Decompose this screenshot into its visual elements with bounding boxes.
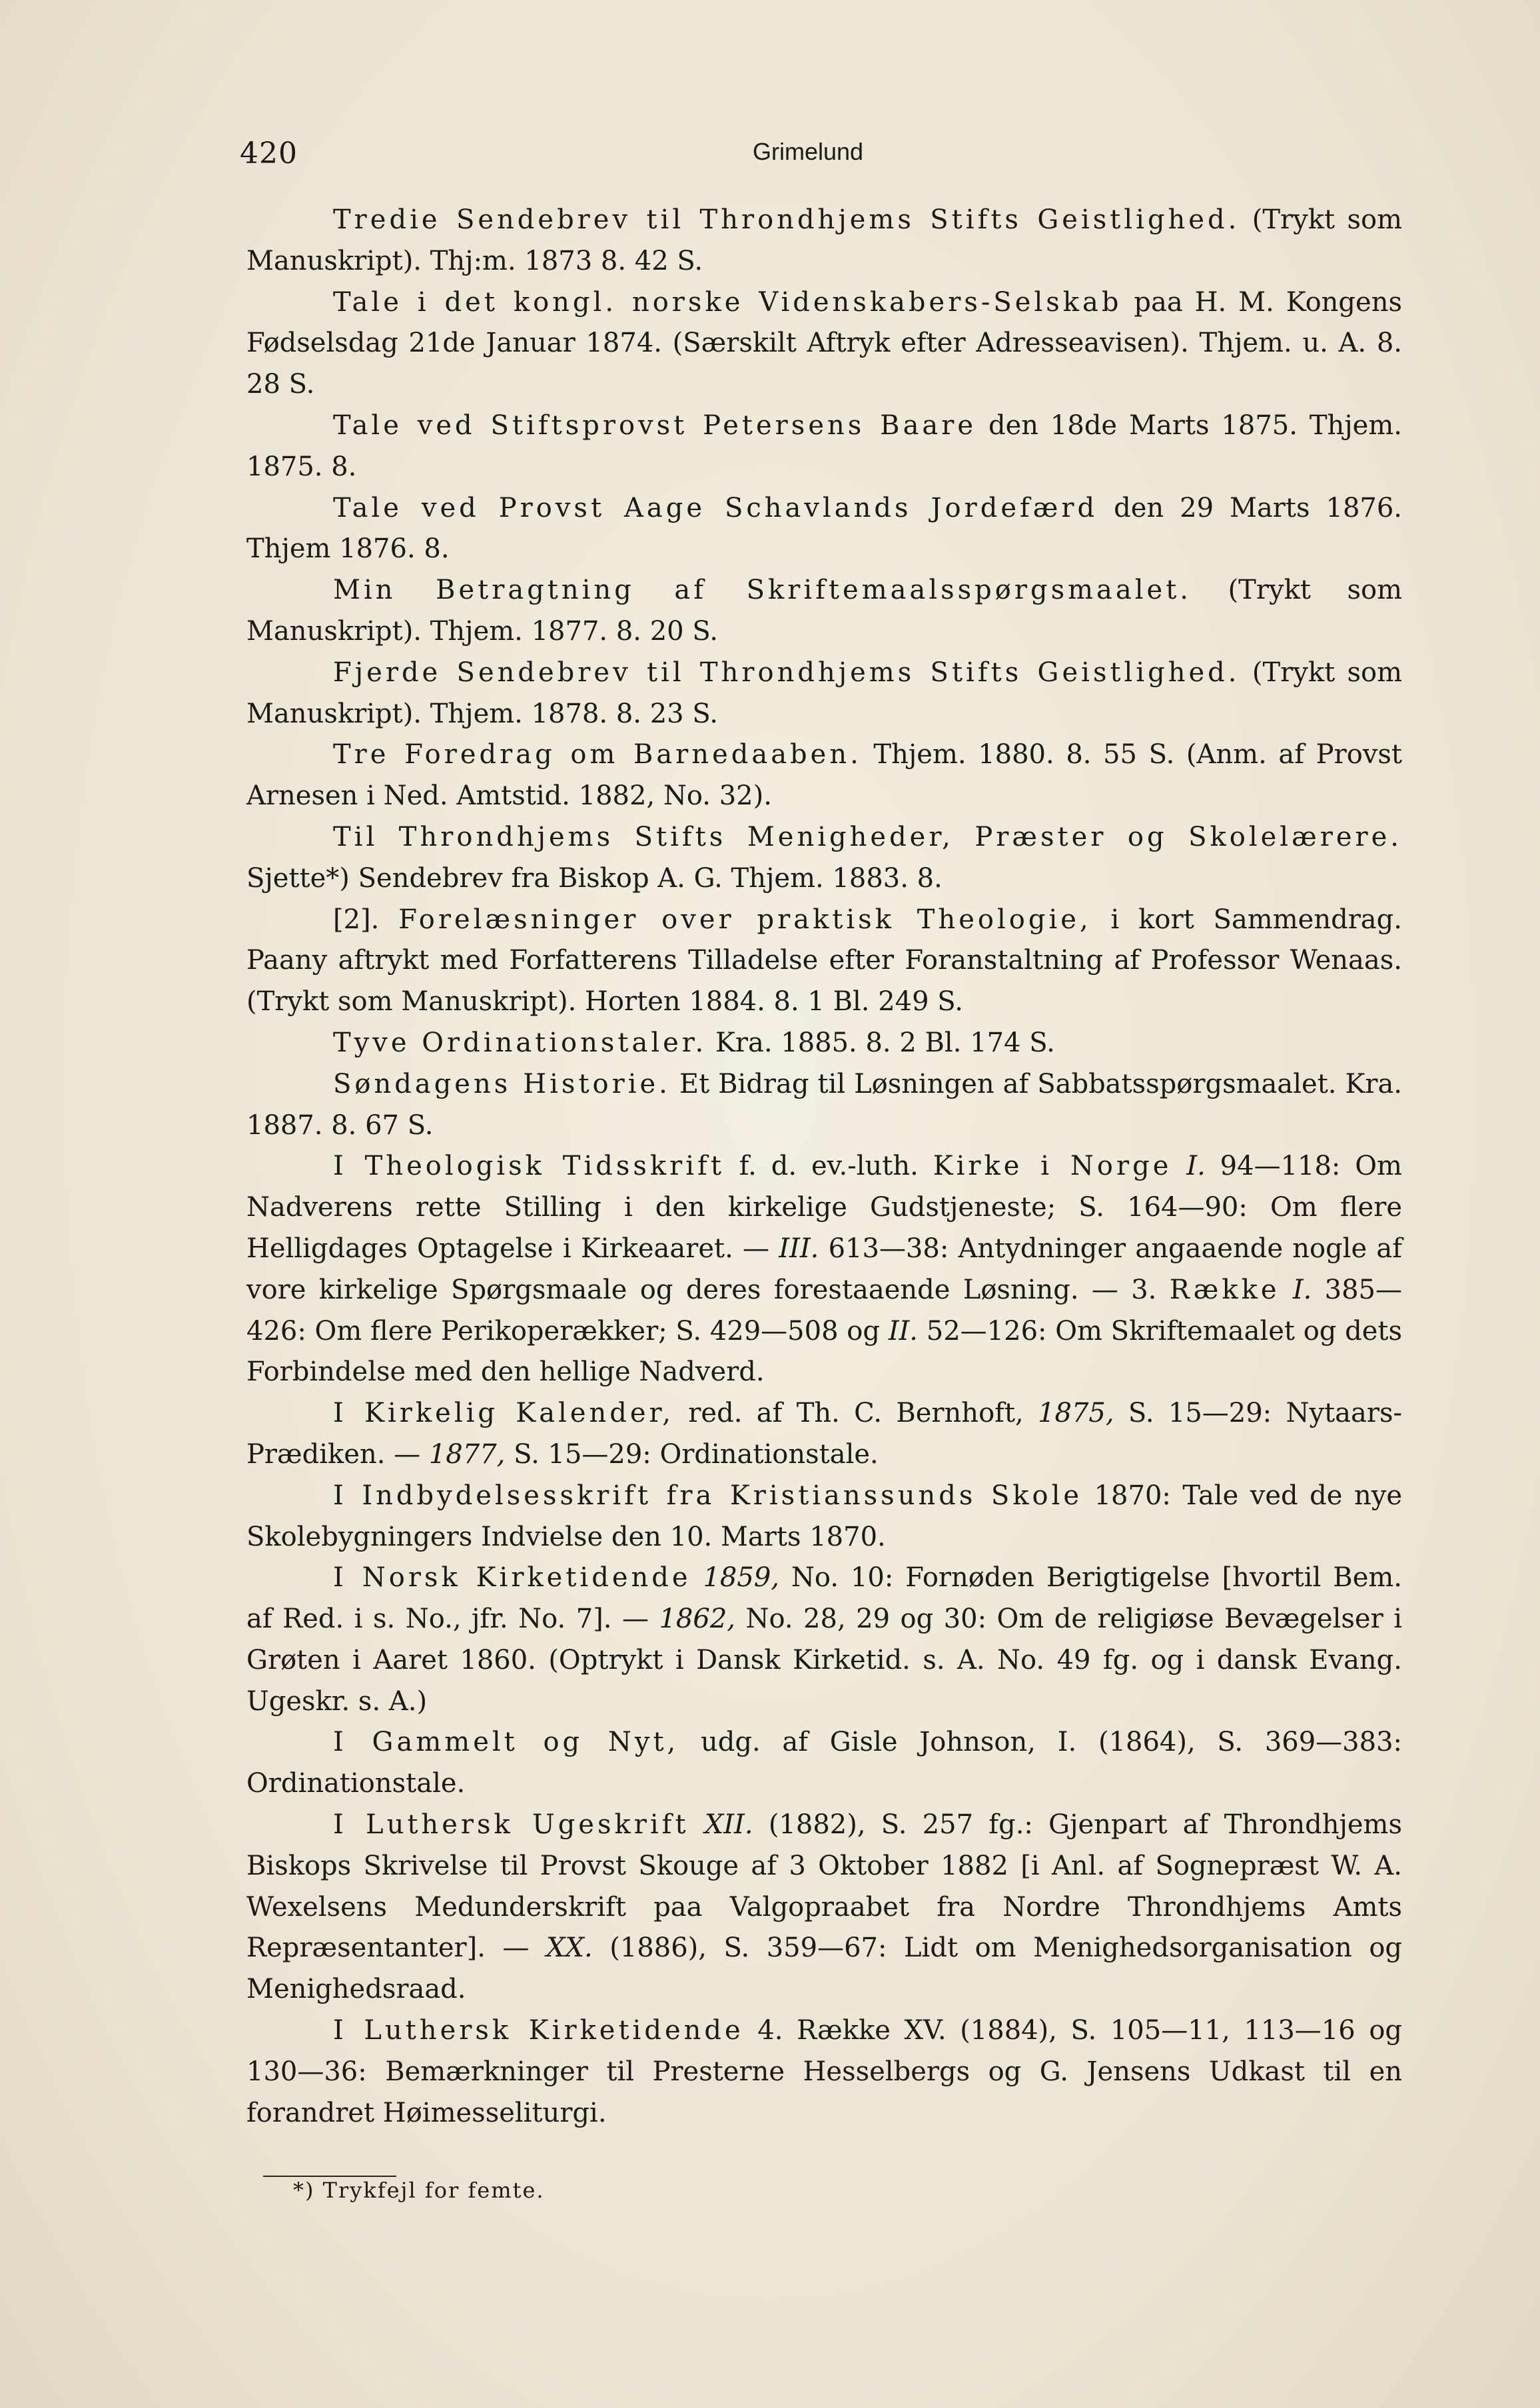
bibliography-entry <box>246 1064 1402 1147</box>
indbydelse-entry <box>246 1476 1402 1558</box>
bibliography-entry <box>246 282 1402 406</box>
tidsskrift-text: 385—426: Om flere Perikoperækker; S. 429—508 og <box>246 1274 1402 1347</box>
entry-title: Søndagens Historie. <box>333 1068 671 1099</box>
kalender-label: I Kirkelig Kalender, <box>333 1398 674 1429</box>
volume-ref: I. <box>1186 1151 1206 1182</box>
bibliography-entry <box>246 406 1402 488</box>
footnote-rule <box>263 2176 396 2177</box>
entry-title: Tyve Ordinationstaler. <box>333 1027 707 1058</box>
footnote-marker: *) <box>293 2178 315 2203</box>
entry-title: Fjerde Sendebrev til Throndhjems Stifts Geistlighed. <box>333 657 1240 688</box>
volume-ref: III. <box>779 1233 819 1264</box>
entry-details: Et Bidrag til Løsningen af Sabbatsspørgsmaalet. Kra. 1887. 8. 67 S. <box>246 1068 1403 1141</box>
kalender-entry <box>246 1393 1402 1476</box>
page-number: 420 <box>240 137 298 170</box>
entry-details: Kra. 1885. 8. 2 Bl. 174 S. <box>715 1027 1055 1058</box>
bibliography-list <box>246 200 1402 2134</box>
ugeskrift-text: (1882), S. 257 fg.: Gjenpart af Throndhjems Biskops Skrivelse til Provst Skouge af 3 Oktober 1882 [i Anl. af Sognepræst W. A. Wexelsens Medunderskrift paa Valgopraabet fra Nordre Throndhjems Amts Repræsentanter]. — <box>246 1809 1402 1964</box>
entry-title: Tre Foredrag om Barnedaaben. <box>333 739 862 770</box>
running-head: Grimelund <box>753 138 864 165</box>
bibliography-entry <box>246 570 1402 653</box>
year-ref: 1877, <box>428 1438 506 1470</box>
year-ref: 1859, <box>691 1562 779 1594</box>
gammelt-text: udg. af Gisle Johnson, I. (1864), S. 369—383: Ordinationstale. <box>246 1727 1403 1799</box>
entry-details: den 18de Marts 1875. Thjem. 1875. 8. <box>246 410 1402 482</box>
entry-title: Tale ved Provst Aage Schavlands Jordefærd <box>333 492 1098 523</box>
bibliography-entry <box>246 817 1402 900</box>
lkirketidende-label: I Luthersk Kirketidende <box>333 2015 744 2046</box>
volume-ref: XX. <box>546 1933 593 1964</box>
ugeskrift-text: (1886), S. 359—67: Lidt om Menighedsorganisation og Menighedsraad. <box>246 1933 1403 2005</box>
page-header <box>0 137 1540 176</box>
tidsskrift-text: 94—118: Om Nadverens rette Stilling i den kirkelige Gudstjeneste; S. 164—90: Om flere Helligdages Optagelse i Kirkeaaret. — <box>246 1151 1402 1264</box>
tidsskrift-entry <box>246 1146 1402 1393</box>
indbydelse-label: I Indbydelsesskrift fra Kristianssunds Skole <box>333 1480 1083 1511</box>
kirketidende-entry <box>246 1558 1402 1722</box>
entry-details: i kort Sammendrag. Paany aftrykt med Forfatterens Tilladelse efter Foranstaltning af Professor Wenaas. (Trykt som Manuskript). Horten 1884. 8. 1 Bl. 249 S. <box>246 904 1402 1018</box>
entry-title: Forelæsninger over praktisk Theologie, <box>398 904 1092 935</box>
volume-ref: I. <box>1292 1274 1312 1305</box>
ugeskrift-entry <box>246 1805 1402 2010</box>
year-ref: 1862, <box>659 1604 735 1635</box>
volume-ref: XII. <box>689 1809 753 1841</box>
ugeskrift-label: I Luthersk Ugeskrift <box>333 1809 689 1841</box>
entry-details: (Trykt som Manuskript). Thjem. 1877. 8. 20 S. <box>246 575 1403 647</box>
gammelt-label: I Gammelt og Nyt, <box>333 1727 679 1758</box>
bibliography-entry <box>246 900 1402 1023</box>
gammelt-entry <box>246 1722 1402 1805</box>
kirketidende-label: I Norsk Kirketidende <box>333 1562 691 1594</box>
entry-details: (Trykt som Manuskript). Thjem. 1878. 8. 23 S. <box>246 657 1403 729</box>
entry-title: Tale i det kongl. norske Videnskabers-Selskab <box>333 286 1122 318</box>
footnote <box>293 2178 545 2203</box>
kirketidende-text: No. 10: Fornøden Berigtigelse [hvortil Bem. af Red. i s. No., jfr. No. 7]. — <box>246 1562 1403 1635</box>
tidsskrift-text: 52—126: Om Skriftemaalet og dets Forbindelse med den hellige Nadverd. <box>246 1315 1402 1388</box>
tidsskrift-label: I Theologisk Tidsskrift <box>333 1151 725 1182</box>
bibliography-entry <box>246 200 1402 282</box>
tidsskrift-text: 613—38: Antydninger angaaende nogle af vore kirkelige Spørgsmaale og deres forestaaende Løsning. — 3. <box>246 1233 1402 1305</box>
footnote-text: Trykfejl for femte. <box>322 2178 545 2203</box>
volume-ref: II. <box>888 1315 919 1347</box>
entry-details: paa H. M. Kongens Fødselsdag 21de Januar 1874. (Særskilt Aftryk efter Adresseavisen). Thjem. u. A. 8. 28 S. <box>246 286 1403 400</box>
bibliography-entry <box>246 488 1402 571</box>
lkirketidende-entry <box>246 2010 1402 2134</box>
series-label: Række <box>1169 1274 1280 1305</box>
kalender-text: S. 15—29: Nytaars-Prædiken. — <box>246 1398 1402 1470</box>
entry-title: Tredie Sendebrev til Throndhjems Stifts Geistlighed. <box>333 204 1240 235</box>
indbydelse-text: 1870: Tale ved de nye Skolebygningers Indvielse den 10. Marts 1870. <box>246 1480 1403 1552</box>
kalender-text: red. af Th. C. Bernhoft, <box>674 1398 1038 1429</box>
kalender-text: S. 15—29: Ordinationstale. <box>505 1438 879 1470</box>
kirketidende-text: No. 28, 29 og 30: Om de religiøse Bevægelser i Grøten i Aaret 1860. (Optrykt i Dansk Kirketid. s. A. No. 49 fg. og i dansk Evang. Ugeskr. s. A.) <box>246 1604 1402 1717</box>
entry-title: Min Betragtning af Skriftemaalsspørgsmaalet. <box>333 575 1192 606</box>
tidsskrift-label-2: Kirke i Norge <box>933 1151 1172 1182</box>
entry-details: (Trykt som Manuskript). Thj:m. 1873 8. 42 S. <box>246 204 1402 276</box>
entry-number: [2]. <box>333 904 380 935</box>
entry-details: den 29 Marts 1876. Thjem 1876. 8. <box>246 492 1403 565</box>
entry-title: Til Throndhjems Stifts Menigheder, Præster og Skolelærere. <box>333 821 1402 852</box>
bibliography-entry <box>246 735 1402 817</box>
entry-details: Sjette*) Sendebrev fra Biskop A. G. Thjem. 1883. 8. <box>246 862 943 894</box>
bibliography-entry <box>246 1023 1402 1064</box>
entry-title: Tale ved Stiftsprovst Petersens Baare <box>333 410 977 441</box>
tidsskrift-text: f. d. ev.-luth. <box>724 1151 933 1182</box>
bibliography-entry <box>246 653 1402 735</box>
year-ref: 1875, <box>1038 1398 1114 1429</box>
entry-details: Thjem. 1880. 8. 55 S. (Anm. af Provst Arnesen i Ned. Amtstid. 1882, No. 32). <box>246 739 1403 812</box>
lkirketidende-text: 4. Række XV. (1884), S. 105—11, 113—16 og 130—36: Bemærkninger til Presterne Hesselbergs og G. Jensens Udkast til en forandret Høimesseliturgi. <box>246 2015 1403 2128</box>
